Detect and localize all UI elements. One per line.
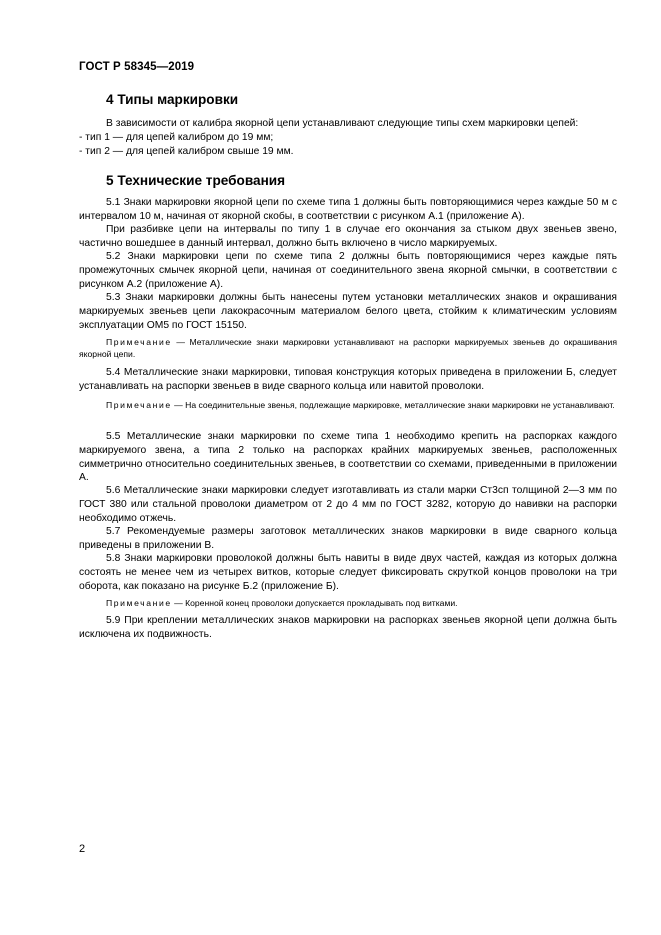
standard-header: ГОСТ Р 58345—2019 bbox=[79, 61, 195, 73]
note-text: — Коренной конец проволоки допускается прокладывать под витками. bbox=[174, 598, 458, 608]
type-list-item: - тип 2 — для цепей калибром свыше 19 мм. bbox=[79, 145, 294, 157]
type-list bbox=[79, 131, 617, 159]
note-1 bbox=[79, 336, 617, 360]
paragraph-5-8: 5.8 Знаки маркировки проволокой должны быть навиты в виде двух частей, каждая из которых должна состоять не менее чем из четырех витков, которые следует фиксировать скруткой концов проволоки на три оборота, как показано на рисунке Б.2 (приложение Б). bbox=[79, 553, 617, 592]
note-text: — Металлические знаки маркировки устанавливают на распорки маркируемых звеньев до окрашивания якорной цепи. bbox=[79, 337, 617, 360]
paragraph-5-5: 5.5 Металлические знаки маркировки по схеме типа 1 необходимо крепить на распорках каждого маркируемого звена, а типа 2 только на распорках крайних маркируемых звеньев, расположенных симметрично относительно соединительных звеньев, в соответствии со схемами, приведенными в приложении А. bbox=[79, 431, 617, 484]
note-label: Примечание bbox=[106, 337, 172, 347]
paragraph-5-3: 5.3 Знаки маркировки должны быть нанесены путем установки металлических знаков и окрашивания маркируемых звеньев цепи лакокрасочным материалом белого цвета, стойким к климатическим условиям эксплуатации ОМ5 по ГОСТ 15150. bbox=[79, 292, 617, 331]
section-5-title: 5 Технические требования bbox=[106, 173, 286, 188]
paragraph-5-4: 5.4 Металлические знаки маркировки, типовая конструкция которых приведена в приложении Б, следует устанавливать на распорки звеньев в виде сварного кольца или навитой проволоки. bbox=[79, 367, 617, 392]
section-4-title: 4 Типы маркировки bbox=[106, 92, 239, 107]
paragraph-5-1: 5.1 Знаки маркировки якорной цепи по схеме типа 1 должны быть повторяющимися через каждые 50 м с интервалом 10 м, начиная от якорной скобы, в соответствии с рисунком А.1 (приложение А). bbox=[79, 197, 617, 222]
note-text: — На соединительные звенья, подлежащие маркировке, металлические знаки маркировки не устанавливают. bbox=[174, 400, 615, 410]
paragraph-5-6: 5.6 Металлические знаки маркировки следует изготавливать из стали марки Ст3сп толщиной 2—3 мм по ГОСТ 380 или стальной проволоки диаметром от 2 до 4 мм по ГОСТ 3282, которую до навивки на распорки необходимо отжечь. bbox=[79, 485, 617, 524]
note-label: Примечание bbox=[106, 400, 172, 410]
note-label: Примечание bbox=[106, 598, 172, 608]
paragraph-5-9: 5.9 При креплении металлических знаков маркировки на распорках звеньев якорной цепи должна быть исключена их подвижность. bbox=[79, 615, 617, 640]
note-3 bbox=[79, 597, 617, 609]
page-number: 2 bbox=[79, 843, 86, 855]
type-list-item: - тип 1 — для цепей калибром до 19 мм; bbox=[79, 132, 274, 143]
section-4-intro: В зависимости от калибра якорной цепи устанавливают следующие типы схем маркировки цепей: bbox=[106, 118, 579, 129]
paragraph-5-2: 5.2 Знаки маркировки цепи по схеме типа 2 должны быть повторяющимися через каждые пять промежуточных смычек якорной цепи, начиная от соединительного звена якорной смычки, в соответствии с рисунком А.2 (приложение А). bbox=[79, 251, 617, 290]
paragraph-5-7: 5.7 Рекомендуемые размеры заготовок металлических знаков маркировки в виде сварного кольца приведены в приложении В. bbox=[79, 526, 617, 551]
note-2 bbox=[79, 399, 617, 411]
paragraph-5-1-continued: При разбивке цепи на интервалы по типу 1 в случае его окончания за стыком двух звеньев звено, частично вошедшее в данный интервал, должно быть включено в число маркируемых. bbox=[79, 224, 617, 249]
